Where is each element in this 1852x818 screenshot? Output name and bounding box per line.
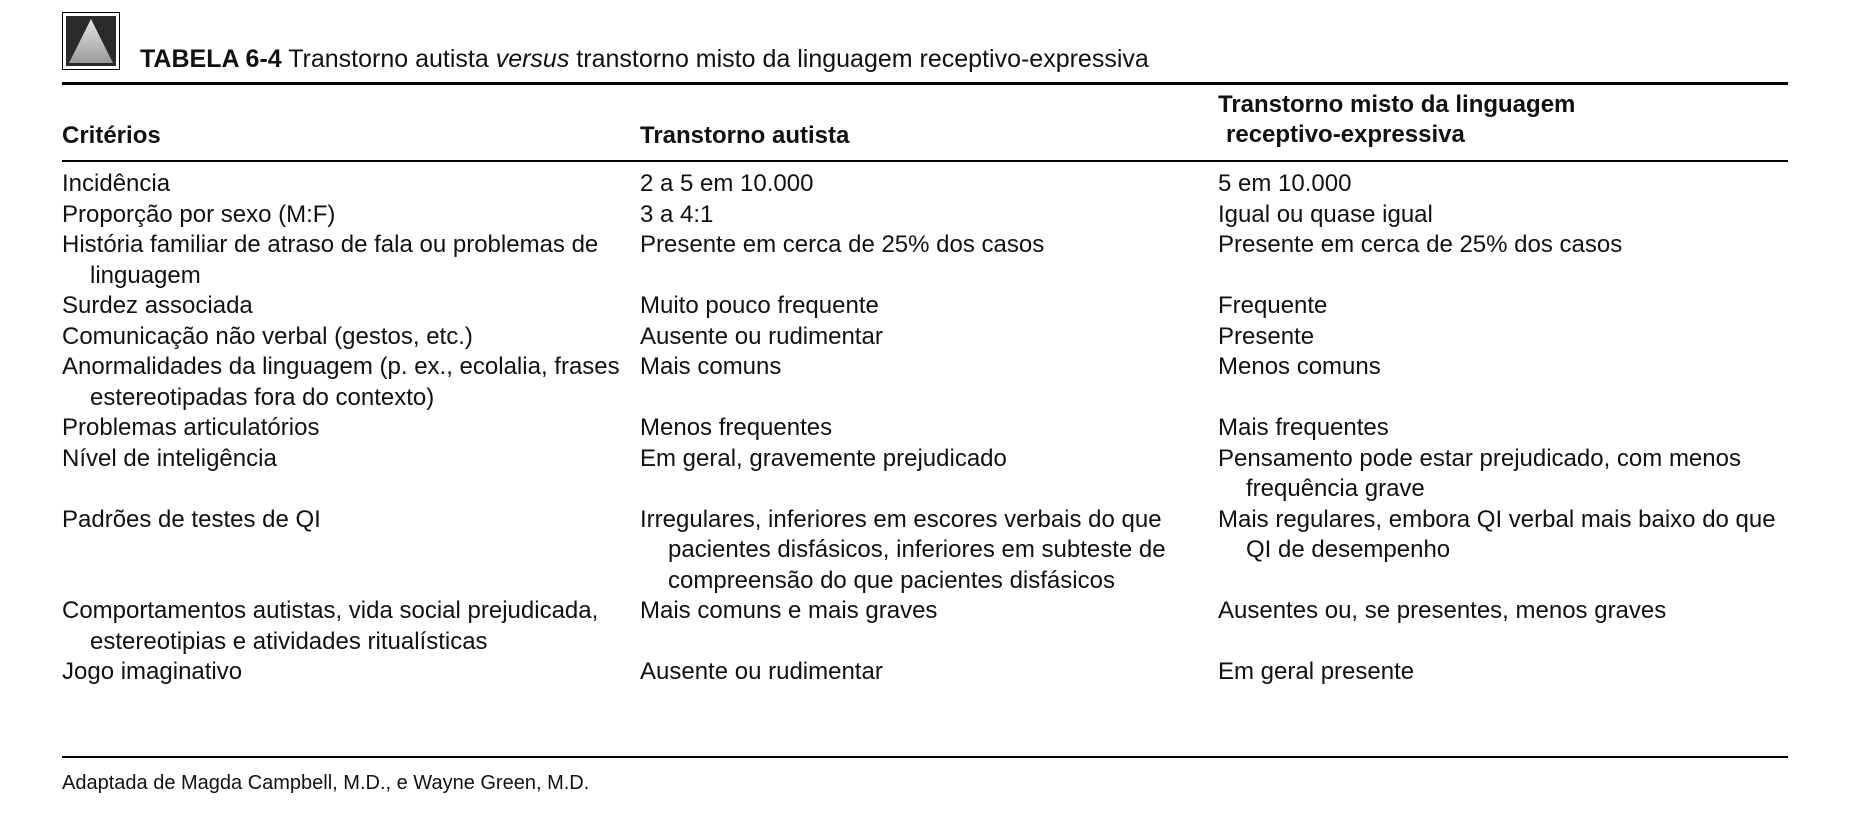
mixed-cell: Em geral presente <box>1218 658 1415 685</box>
title-text-start: Transtorno autista <box>288 45 489 73</box>
table-row <box>62 413 1788 444</box>
column-header-mixed <box>1218 90 1738 150</box>
autism-cell: Menos frequentes <box>640 414 833 441</box>
criterion-cell: Incidência <box>62 170 171 197</box>
mixed-cell: Presente <box>1218 322 1315 350</box>
table-marker-icon <box>62 12 120 70</box>
mixed-cell: Frequente <box>1218 292 1328 319</box>
table-row <box>62 657 1788 688</box>
table-label: TABELA 6-4 <box>140 45 282 73</box>
mixed-cell: Mais frequentes <box>1218 414 1389 441</box>
autism-cell: Ausente ou rudimentar <box>640 322 883 350</box>
table-title <box>140 44 1149 74</box>
mixed-cell: Pensamento pode estar prejudicado, com menos frequência grave <box>1218 444 1741 502</box>
bottom-rule <box>62 756 1788 758</box>
mixed-cell: 5 em 10.000 <box>1218 170 1352 197</box>
title-text-end: transtorno misto da linguagem receptivo-expressiva <box>576 45 1149 73</box>
column-header-mixed-line1: Transtorno misto da linguagem <box>1218 91 1576 118</box>
top-rule <box>62 82 1788 85</box>
table-header <box>62 12 1788 84</box>
table-row <box>62 322 1788 353</box>
mixed-cell: Ausentes ou, se presentes, menos graves <box>1218 597 1667 624</box>
table-row <box>62 596 1788 657</box>
criterion-cell: Jogo imaginativo <box>62 658 243 685</box>
autism-cell: Ausente ou rudimentar <box>640 658 883 685</box>
table-row <box>62 505 1788 597</box>
autism-cell: Em geral, gravemente prejudicado <box>640 444 1007 472</box>
criterion-cell: História familiar de atraso de fala ou problemas de linguagem <box>62 231 599 289</box>
header-rule <box>62 160 1788 162</box>
table-row <box>62 444 1788 505</box>
autism-cell: Irregulares, inferiores em escores verbais do que pacientes disfásicos, inferiores em subteste de compreensão do que pacientes disfásicos <box>640 505 1166 594</box>
criterion-cell: Surdez associada <box>62 292 253 319</box>
autism-cell: Mais comuns <box>640 353 782 380</box>
autism-cell: Presente em cerca de 25% dos casos <box>640 231 1045 258</box>
table-body <box>62 169 1788 688</box>
mixed-cell: Presente em cerca de 25% dos casos <box>1218 231 1623 258</box>
mixed-cell: Menos comuns <box>1218 353 1381 380</box>
criterion-cell: Padrões de testes de QI <box>62 505 321 533</box>
title-text-italic: versus <box>495 45 570 73</box>
criterion-cell: Anormalidades da linguagem (p. ex., ecolalia, frases estereotipadas fora do contexto) <box>62 353 620 411</box>
column-header-mixed-line2: receptivo-expressiva <box>1226 121 1465 148</box>
criterion-cell: Comportamentos autistas, vida social prejudicada, estereotipias e atividades ritualísticas <box>62 597 599 655</box>
table-row <box>62 169 1788 200</box>
autism-cell: Mais comuns e mais graves <box>640 597 938 624</box>
table-row <box>62 291 1788 322</box>
column-header-criteria: Critérios <box>62 122 161 149</box>
autism-cell: 3 a 4:1 <box>640 200 714 228</box>
autism-cell: 2 a 5 em 10.000 <box>640 170 814 197</box>
mixed-cell: Igual ou quase igual <box>1218 200 1433 228</box>
criterion-cell: Nível de inteligência <box>62 444 277 472</box>
criterion-cell: Problemas articulatórios <box>62 414 320 441</box>
autism-cell: Muito pouco frequente <box>640 292 879 319</box>
table-row <box>62 200 1788 231</box>
table-row <box>62 230 1788 291</box>
criterion-cell: Comunicação não verbal (gestos, etc.) <box>62 322 473 350</box>
table-footnote: Adaptada de Magda Campbell, M.D., e Wayne Green, M.D. <box>62 772 590 794</box>
table-row <box>62 352 1788 413</box>
criterion-cell: Proporção por sexo (M:F) <box>62 200 336 228</box>
mixed-cell: Mais regulares, embora QI verbal mais baixo do que QI de desempenho <box>1218 505 1776 563</box>
column-header-autism: Transtorno autista <box>640 122 850 149</box>
